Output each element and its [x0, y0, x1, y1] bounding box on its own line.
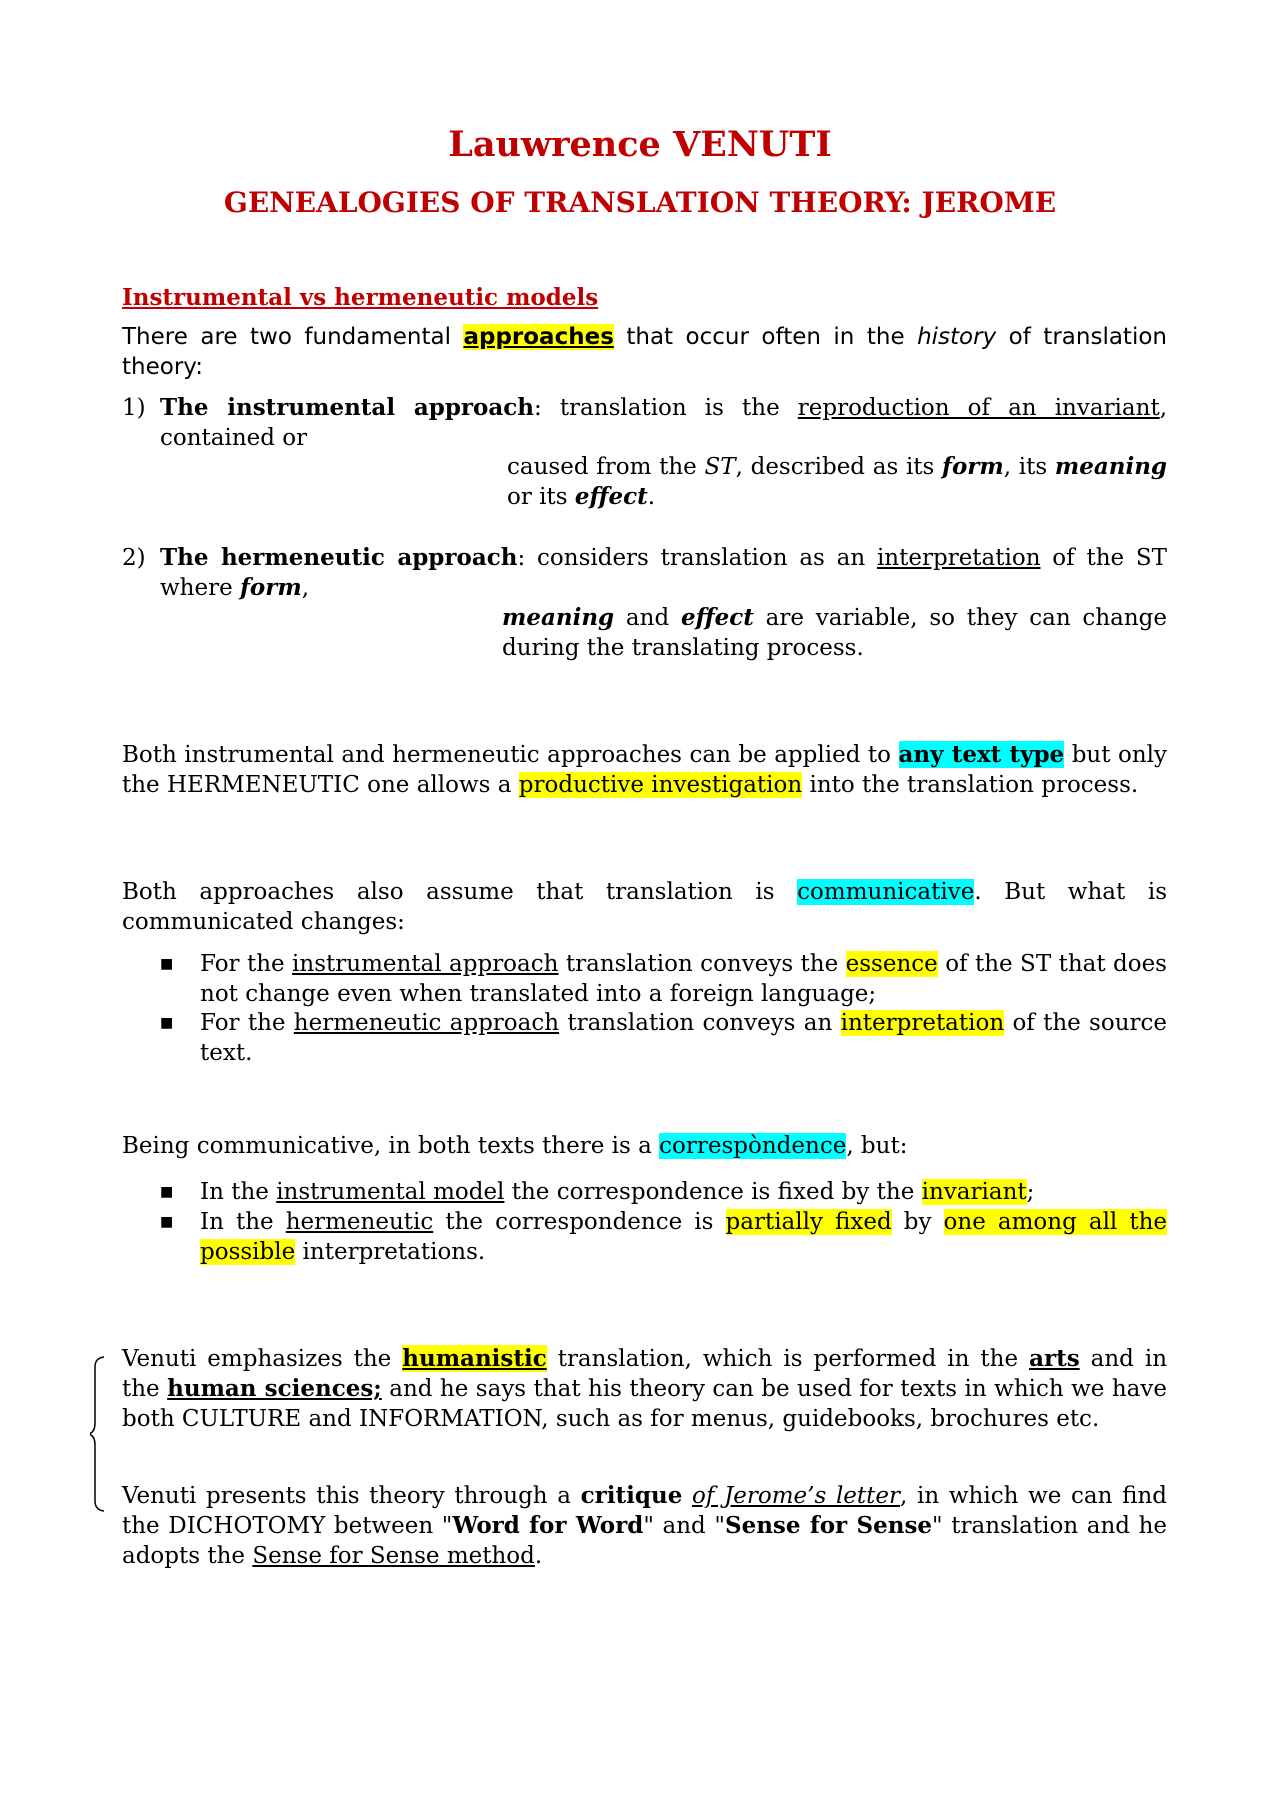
list-item-instrumental: The instrumental approach: translation is the reproduction of an invariant, contained or — [160, 394, 1167, 451]
paragraph-communicative: Both approaches also assume that translation is communicative. But what is communicated changes: — [122, 879, 1167, 935]
bullet-square-icon: ■ — [160, 956, 174, 972]
bullet-square-icon: ■ — [160, 1015, 174, 1031]
intro-paragraph: There are two fundamental approaches that occur often in the history of translation theory: — [122, 324, 1167, 380]
author-title: Lauwrence VENUTI — [448, 124, 832, 165]
bullet-square-icon: ■ — [160, 1184, 174, 1200]
list-item-instrumental-cont: caused from the ST, described as its form, its meaning or its effect. — [507, 453, 1167, 510]
bullet-item-hermeneutic: For the hermeneutic approach translation conveys an interpretation of the source text. — [200, 1010, 1168, 1066]
left-brace-icon — [90, 1355, 110, 1513]
bullet-item-instrumental: For the instrumental approach translation conveys the essence of the ST that does not change even when translated into a foreign language; — [200, 951, 1167, 1007]
bullet-square-icon: ■ — [160, 1214, 174, 1230]
section-heading: Instrumental vs hermeneutic models — [122, 284, 599, 311]
paragraph-text-types: Both instrumental and hermeneutic approaches can be applied to any text type but only the HERMENEUTIC one allows a productive investigation into the translation process. — [122, 741, 1167, 798]
list-item-hermeneutic: The hermeneutic approach: considers translation as an interpretation of the ST where form, — [160, 544, 1168, 601]
bullet-item-hermeneutic-model: In the hermeneutic the correspondence is partially fixed by one among all the possible interpretations. — [200, 1209, 1168, 1265]
list-item-hermeneutic-cont: meaning and effect are variable, so they can change during the translating process. — [502, 604, 1167, 661]
list-number-1: 1) — [122, 395, 146, 421]
paragraph-jerome-critique: Venuti presents this theory through a critique of Jerome’s letter, in which we can find the DICHOTOMY between "Word for Word" and "Sense for Sense" translation and he adopts the Sense for Sense method. — [122, 1482, 1168, 1569]
paragraph-humanistic: Venuti emphasizes the humanistic translation, which is performed in the arts and in the human sciences; and he says that his theory can be used for texts in which we have both CULTURE and INFORMATION, such as for menus, guidebooks, brochures etc. — [122, 1345, 1168, 1432]
list-number-2: 2) — [122, 545, 146, 571]
paragraph-correspondence: Being communicative, in both texts there is a correspòndence, but: — [122, 1133, 908, 1159]
document-subtitle: GENEALOGIES OF TRANSLATION THEORY: JEROME — [223, 186, 1057, 219]
highlight-approaches: approaches — [463, 324, 614, 350]
bullet-item-instrumental-model: In the instrumental model the correspondence is fixed by the invariant; — [200, 1179, 1035, 1205]
